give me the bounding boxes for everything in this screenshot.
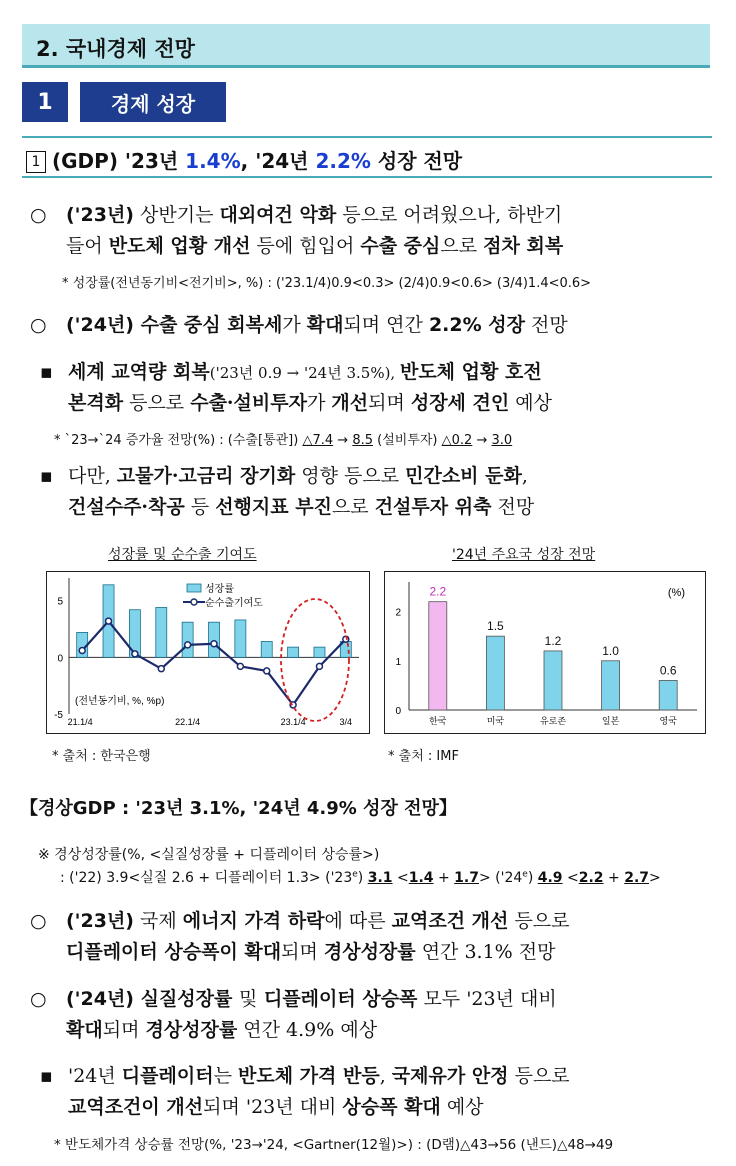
text: 및 xyxy=(238,988,258,1010)
text: 디플레이터 상승폭 xyxy=(257,988,418,1010)
text: 상반기는 xyxy=(133,204,220,226)
country-bar xyxy=(429,602,447,710)
unit-label: (%) xyxy=(667,587,685,599)
text: 3.0 xyxy=(491,433,513,448)
legend-bar-swatch xyxy=(187,584,201,592)
text: 연간 3.1% 전망 xyxy=(415,941,556,963)
text: 점차 회복 xyxy=(483,235,564,257)
text: ('23년 0.9 → '24년 3.5%), xyxy=(209,364,400,382)
text: 들어 xyxy=(66,235,109,257)
text: 등으로 어려웠으나, 하반기 xyxy=(336,204,563,226)
text: , xyxy=(521,465,528,487)
x-tick-label: 일본 xyxy=(601,717,620,727)
country-bar xyxy=(602,661,620,710)
square-bullet-icon: ▪ xyxy=(40,1065,53,1087)
subheading-value-23: 1.4% xyxy=(185,149,241,173)
text: e xyxy=(522,869,528,880)
text: : ('22) 3.9<실질 2.6 + 디플레이터 1.3> ('23 xyxy=(60,870,353,886)
text: 2.2% 성장 xyxy=(428,314,525,336)
subheading xyxy=(22,136,712,178)
subheading-value-24: 2.2% xyxy=(315,149,371,173)
legend-line-marker xyxy=(191,599,197,605)
text: 되며 xyxy=(102,1019,146,1041)
text: 예상 xyxy=(440,1096,484,1118)
text: 가 xyxy=(282,314,307,336)
text: 되며 '23년 대비 xyxy=(203,1096,343,1118)
text: 등으로 xyxy=(508,1065,570,1087)
text: 경상성장률 xyxy=(145,1019,238,1041)
text: 세계 교역량 회복 xyxy=(68,361,210,383)
text: 수출 중심 xyxy=(360,235,441,257)
chart2-source: * 출처 : IMF xyxy=(388,749,459,764)
text: 전망 xyxy=(491,496,535,518)
legend-growth-label: 성장률 xyxy=(205,584,234,595)
text: ('24년) xyxy=(66,314,134,336)
heading-title: 경제 성장 xyxy=(80,82,226,122)
x-tick-label: 23.1/4 xyxy=(280,717,306,727)
text: 등으로 xyxy=(123,392,191,414)
text: 성장세 견인 xyxy=(410,392,510,414)
text: 회복세 xyxy=(227,314,283,336)
text: 건설수주·착공 xyxy=(68,496,185,518)
text: 디플레이터 xyxy=(121,1065,214,1087)
section-header xyxy=(22,24,710,68)
subheading-text: (GDP) '23년 xyxy=(52,149,186,173)
text: 건설투자 위축 xyxy=(374,496,492,518)
text: 으로 xyxy=(331,496,375,518)
net-export-point xyxy=(79,648,85,654)
text: 선행지표 부진 xyxy=(215,496,332,518)
text: * `23→`24 증가율 전망(%) : (수출[통관]) xyxy=(54,433,303,448)
text: 민간소비 둔화 xyxy=(405,465,522,487)
text: 으로 xyxy=(440,235,484,257)
text: 교역조건 개선 xyxy=(391,910,509,932)
text: △0.2 xyxy=(441,433,473,448)
circled-number: 1 xyxy=(26,151,46,173)
text: ) xyxy=(527,870,538,886)
text: 교역조건이 개선 xyxy=(68,1096,204,1118)
y-tick-label: 0 xyxy=(57,653,63,665)
value-label: 1.2 xyxy=(544,633,562,648)
net-export-point xyxy=(132,651,138,657)
net-export-point xyxy=(211,641,217,647)
text: 반도체 업황 개선 xyxy=(108,235,251,257)
text: ('24 xyxy=(490,870,523,886)
growth-bar xyxy=(314,647,325,657)
text: e xyxy=(352,869,358,880)
net-export-point xyxy=(264,668,270,674)
x-tick-label: 한국 xyxy=(429,717,447,727)
net-export-point xyxy=(316,663,322,669)
footnote: * 반도체가격 상승률 전망(%, '23→'24, <Gartner(12월)>) : (D램)△43→56 (낸드)△48→49 xyxy=(54,1137,614,1153)
x-tick-label: 21.1/4 xyxy=(67,717,93,727)
text: 영향 등으로 xyxy=(295,465,406,487)
subheading-text: 성장 전망 xyxy=(370,149,463,173)
value-label: 2.2 xyxy=(429,584,447,599)
growth-bar xyxy=(209,622,220,657)
country-bar xyxy=(659,680,677,710)
text: 8.5 xyxy=(352,433,373,448)
text: ('24년) xyxy=(66,988,134,1010)
nominal-title: 【경상GDP : '23년 3.1%, '24년 4.9% 성장 전망】 xyxy=(20,798,457,819)
text: 수출 중심 xyxy=(133,314,228,336)
country-bar xyxy=(544,651,562,710)
circle-bullet-icon: ○ xyxy=(30,910,47,932)
text: 1.4 xyxy=(408,870,434,886)
text: → xyxy=(472,433,492,448)
chart1-svg xyxy=(47,572,369,733)
country-bar xyxy=(486,636,504,710)
net-export-point xyxy=(106,618,112,624)
y-tick-label: 5 xyxy=(57,596,63,608)
text: '24년 xyxy=(68,1065,122,1087)
text: 본격화 xyxy=(68,392,124,414)
section-title: 2. 국내경제 전망 xyxy=(36,37,195,61)
text: 확대 xyxy=(66,1019,103,1041)
text: 국제 xyxy=(133,910,183,932)
chart2-title: '24년 주요국 성장 전망 xyxy=(452,547,596,563)
growth-bar xyxy=(261,641,272,657)
growth-bar xyxy=(182,622,193,657)
highlight-ellipse xyxy=(281,599,349,721)
growth-bar xyxy=(235,620,246,657)
net-export-point xyxy=(158,666,164,672)
growth-bar xyxy=(156,607,167,657)
y-tick-label: 0 xyxy=(395,706,401,717)
text: → xyxy=(333,433,353,448)
value-label: 1.5 xyxy=(487,619,504,634)
text: 3.1 xyxy=(367,870,393,886)
x-tick-label: 22.1/4 xyxy=(175,717,201,727)
text: 에너지 가격 하락 xyxy=(182,910,325,932)
x-tick-label: 3/4 xyxy=(339,717,353,727)
text: (설비투자) xyxy=(373,433,442,448)
subheading-text: , '24년 xyxy=(240,149,316,173)
growth-bar xyxy=(288,647,299,657)
text: 등으로 xyxy=(508,910,570,932)
footnote: * 성장률(전년동기비<전기비>, %) : ('23.1/4)0.9<0.3> (2/4)0.9<0.6> (3/4)1.4<0.6> xyxy=(62,276,592,291)
chart1-title: 성장률 및 순수출 기여도 xyxy=(108,547,257,563)
legend-netexport-label: 순수출기여도 xyxy=(205,598,263,609)
text: 디플레이터 상승폭이 확대 xyxy=(66,941,282,963)
circle-bullet-icon: ○ xyxy=(30,988,47,1010)
text: 등에 힘입어 xyxy=(250,235,361,257)
text: 는 xyxy=(213,1065,238,1087)
value-label: 0.6 xyxy=(659,663,677,678)
text: 대외여건 악화 xyxy=(219,204,337,226)
footnote xyxy=(54,429,512,448)
text: 등 xyxy=(184,496,216,518)
nominal-note1: ※ 경상성장률(%, <실질성장률 + 디플레이터 상승률>) xyxy=(38,847,380,863)
text: 모두 '23년 대비 xyxy=(417,988,557,1010)
text: 1.7 xyxy=(454,870,479,886)
text: 확대 xyxy=(306,314,344,336)
net-export-point xyxy=(237,663,243,669)
nominal-note2: : ('22) 3.9<실질 2.6 + 디플레이터 $1.3> ('23^e)$ $3.1 <1.4 + 1.7> ('24^e)$ 4.9 <2.2 + 2.7> xyxy=(60,869,661,886)
chart2-svg xyxy=(385,572,705,733)
text: 가 xyxy=(306,392,332,414)
x-tick-label: 미국 xyxy=(486,717,505,727)
text: ('23년) xyxy=(66,204,134,226)
net-export-point xyxy=(185,642,191,648)
text: 에 따른 xyxy=(324,910,392,932)
x-tick-label: 유로존 xyxy=(539,717,567,727)
text: 경상성장률 xyxy=(323,941,416,963)
text: 되며 xyxy=(281,941,324,963)
text: ) xyxy=(357,870,368,886)
chart1-source: * 출처 : 한국은행 xyxy=(52,749,151,764)
text: 전망 xyxy=(524,314,568,336)
text: △7.4 xyxy=(302,433,334,448)
heading-number: 1 xyxy=(22,82,68,122)
text: 반도체 가격 반등 xyxy=(237,1065,380,1087)
text: 되며 연간 xyxy=(343,314,429,336)
x-tick-label: 영국 xyxy=(659,717,677,727)
text: 되며 xyxy=(368,392,411,414)
text: 반도체 업황 호전 xyxy=(399,361,542,383)
text: 개선 xyxy=(331,392,369,414)
text: 4.9 xyxy=(537,870,563,886)
text: ('23년) xyxy=(66,910,134,932)
text: 국제유가 안정 xyxy=(391,1065,509,1087)
chart1-frame xyxy=(46,571,370,734)
unit-note: (전년동기비, %, %p) xyxy=(75,696,165,707)
chart2-frame xyxy=(384,571,706,734)
circle-bullet-icon: ○ xyxy=(30,314,47,336)
text: 상승폭 확대 xyxy=(342,1096,441,1118)
square-bullet-icon: ▪ xyxy=(40,465,53,487)
y-tick-label: -5 xyxy=(54,710,63,721)
text: 고물가·고금리 장기화 xyxy=(116,465,296,487)
text: 다만, xyxy=(68,465,117,487)
text: 수출·설비투자 xyxy=(190,392,307,414)
text: 연간 4.9% 예상 xyxy=(237,1019,378,1041)
text: 실질성장률 xyxy=(133,988,239,1010)
text: , xyxy=(379,1065,392,1087)
text: 2.2 xyxy=(578,870,604,886)
text: 예상 xyxy=(509,392,552,414)
square-bullet-icon: ▪ xyxy=(40,361,53,383)
circle-bullet-icon: ○ xyxy=(30,204,47,226)
y-tick-label: 1 xyxy=(395,656,401,668)
value-label: 1.0 xyxy=(602,643,619,658)
text: 2.7 xyxy=(624,870,650,886)
y-tick-label: 2 xyxy=(395,607,401,619)
